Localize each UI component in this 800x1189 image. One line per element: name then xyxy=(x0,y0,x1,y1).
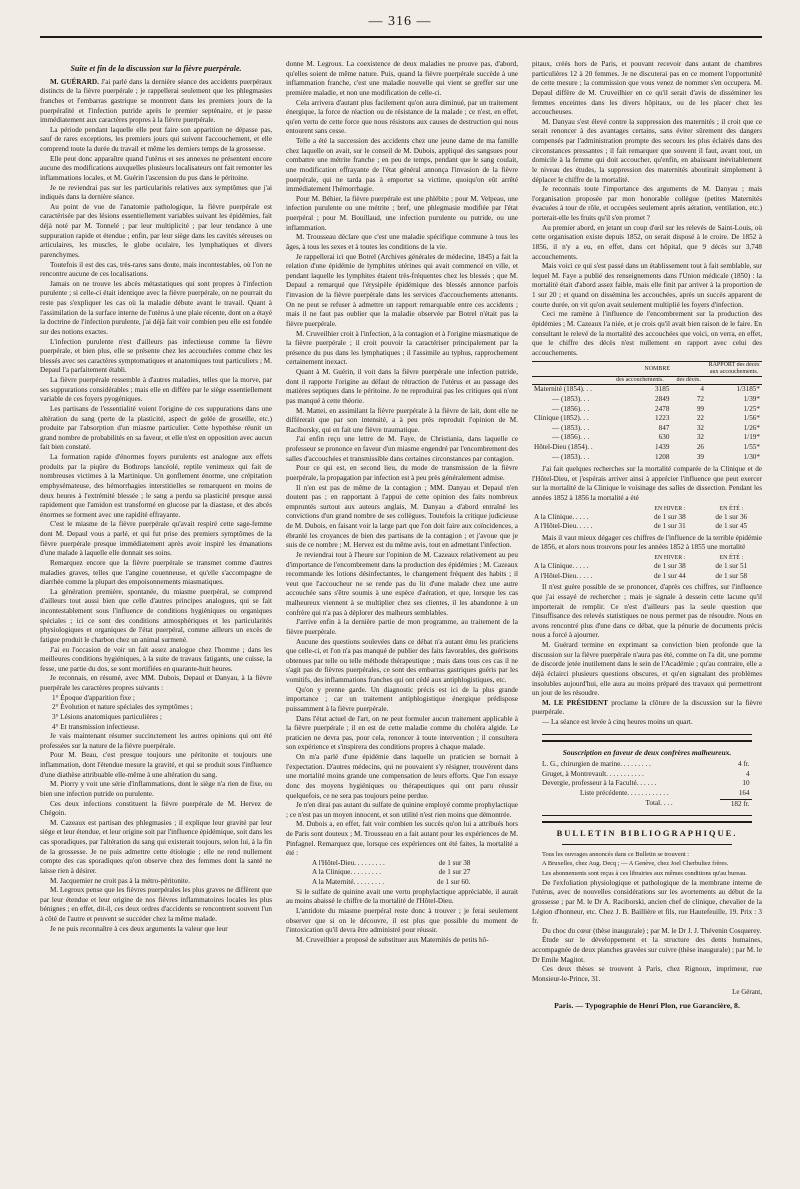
table-cell: 4 xyxy=(746,769,750,778)
paragraph: La génération première, spontanée, du miasme puerpéral, se comprend d'ailleurs tout aussi bien que celle d'autres principes analogues, qui se fait incontestablement sous l'influence de conditions hygiéniques ou organiques spéciales ; ici ce sont des conditions atmosphériques et les particularités physiologiques et organiques de l'état puerpéral, comme ailleurs un excès de fatigue produit le charbon chez un animal surmené. xyxy=(40,587,272,644)
paragraph: La fièvre puerpérale ressemble à d'autres maladies, telles que la morve, par ses suppurations considérables ; mais elle en diffère par le siège essentiellement variable de ces foyers pyogéniques. xyxy=(40,376,272,404)
paragraph: Pour M. Béhier, la fièvre puerpérale est une phlébite ; pour M. Velpeau, une infection purulente ou une métrite ; bref, une phlegmasie modifiée par l'état puerpéral ; pour M. Bouillaud, une infection purulente ou putride, ou une inflammation. xyxy=(286,194,518,232)
page-number: — 316 — xyxy=(368,14,432,29)
paragraph: Je vais maintenant résumer succinctement les autres opinions qui ont été professées sur la nature de la fièvre puerpérale. xyxy=(40,732,272,750)
paragraph: Tous les ouvrages annoncés dans ce Bulletin se trouvent : xyxy=(542,850,690,858)
paragraph: M. Piorry y voit une série d'inflammations, dont le siège n'a rien de fixe, ou bien une infection putride ou purulente. xyxy=(40,780,272,798)
season-table-1 xyxy=(532,506,762,532)
paragraph: Jamais on ne trouve les abcès métastatiques qui sont propres à l'infection purulente ; si celle-ci était identique avec la fièvre puerpérale, on ne pourrait du reste pas s'expliquer les cas où la maladie débute avant le travail. Quant à l'assimilation de la surface interne de l'utérus à une plaie récente, dont on a étayé la doctrine de l'infection purulente, j'ai déjà fait voir combien peu elle est fondée sur des notions exactes. xyxy=(40,279,272,336)
column-3 xyxy=(532,60,762,1170)
paragraph: Pour M. Beau, c'est presque toujours une péritonite et toujours une inflammation, dont l'étendue mesure la gravité, et qui se produit sous l'influence d'une diathèse attribuable elle-même à une altération du sang. xyxy=(40,751,272,779)
column-1 xyxy=(40,60,272,1170)
table-cell: 4 fr. xyxy=(738,760,750,769)
table-cell: 1208 xyxy=(655,452,670,461)
table-header: EN HIVER : xyxy=(654,505,686,512)
paragraph: M. Trousseau déclare que c'est une maladie spécifique commune à tous les âges, à tous les sexes et à toutes les conditions de la vie. xyxy=(286,233,518,251)
table-header: EN ÉTÉ : xyxy=(719,505,744,512)
table-cell: 1223 xyxy=(655,414,670,423)
paragraph: J'ai enfin reçu une lettre de M. Faye, de Christiania, dans laquelle ce professeur se prononce en faveur d'un miasme engendré par l'encombrement des salles d'accouchées et transmissible dans certaines circonstances par contagion. xyxy=(286,435,518,463)
paragraph: Je reconnais, en résumé, avec MM. Dubois, Depaul et Danyau, à la fièvre puerpérale les caractères propres suivants : xyxy=(40,674,272,692)
table-row xyxy=(532,424,762,434)
table-cell: 1439 xyxy=(655,442,670,451)
printer-footer: Paris. — Typographie de Henri Plon, rue Garancière, 8. xyxy=(554,1001,740,1011)
table-cell: 1/19* xyxy=(743,433,760,442)
paragraph: J'ai eu l'occasion de voir un fait assez analogue chez l'homme ; dans les meilleures conditions hygiéniques, à la suite de travaux fatigants, une cuisse, la fesse, une partie du dos, se sont mortifiées en quarante-huit heures. xyxy=(40,645,272,673)
table-row xyxy=(532,443,762,453)
table-cell: Gruget, à Montrevault. . . . . . . . . . . xyxy=(542,769,644,778)
paragraph: M. Danyau s'est élevé contre la suppression des maternités ; il croit que ce serait renoncer à des avantages certains, sans éviter sûrement des dangers compensés par l'administration prompte des secours les plus éclairés dans des circonstances pressantes ; il fait remarquer que souvent il faut, avant tout, un domicile à la femme qui doit accoucher, qu'enfin, en abaissant inévitablement le niveau des études, la suppression des maternités aboutirait simplement à déplacer le chiffre de la mortalité. xyxy=(532,117,762,184)
table-row xyxy=(310,878,472,888)
speaker-name: M. GUÉRARD. xyxy=(50,77,99,86)
list-item: 1° Époque d'apparition fixe ; xyxy=(52,693,135,702)
table-cell: A l'Hôtel-Dieu. . . . . xyxy=(534,522,593,531)
paragraph: L'infection purulente n'est d'ailleurs pas infectieuse comme la fièvre puerpérale, et bien plus, elle se présente chez les accouchées comme chez les blessés avec ses caractères symptomatiques et anatomiques tout particuliers ; M. Depaul l'a parfaitement établi. xyxy=(40,337,272,375)
paragraph-text: proclame la clôture de la discussion sur la fièvre puerpérale. xyxy=(532,698,762,717)
paragraph xyxy=(40,78,272,126)
bibliography-entry: Du choc du cœur (thèse inaugurale) ; par M. le Dr J. J. Thévenin Cosquerey. xyxy=(542,926,762,935)
table-row xyxy=(532,513,762,523)
table-row xyxy=(540,770,752,780)
paragraph: M. Mattei, en assimilant la fièvre puerpérale à la fièvre de lait, dont elle ne différerait que par son intensité, a à peu près reproduit l'opinion de M. Raciborsky, qui en fait une fièvre traumatique. xyxy=(286,406,518,434)
table-row xyxy=(540,760,752,770)
table-cell: de 1 sur 60. xyxy=(436,878,471,887)
paragraph: M. Cazeaux est partisan des phlegmasies ; il explique leur gravité par leur siège et leur étendue, et leur origine soit par l'influence épidémique, soit dans les cas sporadiques, par l'altération du sang qui existerait toujours, selon lui, à la fin de la grossesse. Je ne puis admettre cette étiologie ; elle ne rend nullement compte des cas sporadiques qu'on observe chez des femmes dont la santé ne laisse rien à désirer. xyxy=(40,818,272,875)
paragraph: Il n'est guère possible de se prononcer, d'après ces chiffres, sur l'influence que j'ai essayé de rechercher ; mais je signale à dessein cette lacune qu'il importerait de remplir. Ce n'est d'ailleurs pas la seule question que l'insuffisance des relevés statistiques ne nous permet pas de résoudre. Nous en avons rencontré plus d'une dans ce débat, que la pénurie de documents précis nous a forcé à ajourner. xyxy=(532,583,762,640)
table-cell: 26 xyxy=(696,442,704,451)
paragraph: Dans l'état actuel de l'art, on ne peut formuler aucun traitement applicable à la fièvre puerpérale ; il en est de cette maladie comme du choléra algide. Le praticien ne devra pas, pour cela, renoncer à toute intervention ; il consultera son expérience et s'inspirera des conditions propres à chaque malade. xyxy=(286,714,518,752)
table-header: EN HIVER : xyxy=(654,555,686,562)
characteristics-list xyxy=(40,694,272,733)
table-row xyxy=(540,779,752,789)
list-item: 4° Et transmission infectieuse. xyxy=(52,722,140,731)
table-row xyxy=(310,868,472,878)
bibliography-entry: Étude sur le développement et la structure des dents humaines, accompagnée de deux planches gravées sur cuivre (thèse inaugurale) ; par M. le Dr Emile Magitot. xyxy=(532,936,762,964)
table-cell: 164 xyxy=(720,789,751,799)
table-cell: A la Clinique. . . . . xyxy=(534,512,589,521)
table-cell: 1/55* xyxy=(743,442,760,451)
paragraph: M. Cruveilhier croit à l'infection, à la contagion et à l'origine miasmatique de la fièvre puerpérale ; il croit pouvoir la caractériser principalement par la présence du pus dans les lymphatiques ; il l'assimile au typhus, rapprochement certainement inexact. xyxy=(286,329,518,367)
table-cell: 1/26* xyxy=(743,423,760,432)
table-header: EN ÉTÉ : xyxy=(719,555,744,562)
table-cell: A la Clinique. . . . . . . . . xyxy=(312,868,381,877)
births-deaths-table xyxy=(532,361,762,462)
table-cell: Maternité (1854). . . xyxy=(534,385,592,394)
ornamental-divider xyxy=(542,815,752,823)
table-cell: de 1 sur 45 xyxy=(715,522,748,531)
table-cell: Liste précédente. . . . . . . . . . . . xyxy=(580,789,669,798)
paragraph xyxy=(532,699,762,718)
table-row xyxy=(532,453,762,463)
table-cell: 32 xyxy=(696,433,704,442)
table-cell: 630 xyxy=(658,433,670,442)
table-cell: Total. . . . xyxy=(645,799,673,808)
table-row xyxy=(532,405,762,415)
paragraph: Les partisans de l'essentialité voient l'origine de ces suppurations dans une altération du sang (perte de la plasticité, aspect de gelée de groseille, etc.) produite par l'absorption d'un miasme particulier. Cette hypothèse réunit un grand nombre de probabilités en sa faveur, et elle n'est en opposition avec aucun fait bien constaté. xyxy=(40,404,272,452)
signature: Le Gérant, xyxy=(732,987,762,996)
bibliography-entry: De l'exfoliation physiologique et pathologique de la membrane interne de l'utérus, avec de nouvelles considérations sur les avortements au début de la grossesse ; par M. le Dr A. Raciborski, ancien chef de clinique, chevalier de la Légion d'honneur, etc. Chez J. B. Baillière et fils, rue Hautefeuille, 19. Prix : 3 fr. xyxy=(532,878,762,926)
table-cell: de 1 sur 27 xyxy=(438,868,471,877)
paragraph: Aucune des questions soulevées dans ce débat n'a autant ému les praticiens que celle-ci, et l'on n'a pas manqué de publier des faits favorables, des guérisons obtenues par telle ou telle méthode thérapeutique ; mais dans tous ces cas il ne s'agit pas de fièvres puerpérales, ce sont des embarras gastriques guéris par les vomitifs, des inflammations franches qui ont cédé aux antiphlogistiques, etc. xyxy=(286,637,518,684)
table-cell: de 1 sur 36 xyxy=(715,512,748,521)
table-row xyxy=(532,433,762,443)
table-cell: 99 xyxy=(696,404,704,413)
table-row xyxy=(532,562,762,572)
mortality-table xyxy=(310,859,472,888)
paragraph: J'ai fait quelques recherches sur la mortalité comparée de la Clinique et de l'Hôtel-Dieu, et j'espérais arriver ainsi à apprécier l'influence que peut exercer sur la mortalité de la Clinique le voisinage des salles de dissection. Pendant les années 1852 à 1856 la mortalité a été xyxy=(532,465,762,502)
table-cell: — (1853). . . xyxy=(552,394,590,403)
list-item: 3° Lésions anatomiques particulières ; xyxy=(52,712,162,721)
table-cell: A l'Hôtel-Dieu. . . . . . . . . xyxy=(312,858,385,867)
table-cell: 2849 xyxy=(655,394,670,403)
paragraph: L'antidote du miasme puerpéral reste donc à trouver ; je ferai seulement observer que si on le découvre, il est plus que possible du moment de l'intoxication qu'il devra être administré pour réussir. xyxy=(286,906,518,935)
table-row xyxy=(310,859,472,869)
paragraph: M. Legroux pense que les fièvres puerpérales les plus graves ne diffèrent que par leur étendue et leur origine de nos fièvres inflammatoires locales les plus bénignes ; en effet, dit-il, ces deux ordres d'accidents se rencontrent souvent l'un à côté de l'autre et peuvent se succéder chez la même malade. xyxy=(40,886,272,923)
paragraph: Je ne reviendrai pas sur les particularités relatives aux symptômes que j'ai indiqués dans la dernière séance. xyxy=(40,183,272,202)
table-row xyxy=(532,572,762,582)
table-header: des accouchements. xyxy=(608,377,671,385)
paragraph: M. Guérard termine en exprimant sa conviction bien profonde que la discussion sur la fièvre puerpérale n'aura pas été, comme on l'a dit, une pomme de discorde jetée inutilement dans le sein de l'Académie ; qu'au contraire, elle a déjà éclairci plusieurs questions obscures, et qu'en signalant des problèmes insolubles aujourd'hui, elle aura au moins préparé des travaux qui permettront un jour de les résoudre. xyxy=(532,641,762,698)
header-rule xyxy=(40,36,762,38)
table-cell: Hôtel-Dieu (1854). . xyxy=(534,442,593,451)
table-cell: 1/56* xyxy=(743,414,760,423)
table-header-row xyxy=(532,506,762,513)
table-header xyxy=(706,377,762,385)
table-cell: de 1 sur 38 xyxy=(654,512,686,521)
table-cell: A l'Hôtel-Dieu. . . . . xyxy=(534,571,593,580)
table-cell: 72 xyxy=(696,394,704,403)
paragraph: M. Dubois a, en effet, fait voir combien les succès qu'on lui a attribués hors de Paris sont douteux ; M. Trousseau en a fait autant pour les expériences de M. Pinfagnel. Remarquez que, lorsque ces expériences ont été faites, la mortalité a été : xyxy=(286,820,518,858)
table-header xyxy=(532,506,639,513)
table-cell: 4 xyxy=(700,385,704,394)
table-row xyxy=(532,522,762,532)
table-row xyxy=(532,395,762,405)
paragraph: Je n'en dirai pas autant du sulfate de quinine employé comme prophylactique ; ce n'est pas un moyen innocent, et son utilité n'est rien moins que démontrée. xyxy=(286,801,518,819)
paragraph: Elle peut donc apparaître quand l'utérus et ses annexes ne présentent encore aucune des modifications auxquelles plusieurs localisateurs ont fait remonter les inflammations locales, et M. Guérin l'ascension du pus dans le péritoine. xyxy=(40,154,272,182)
bulletin-title: BULLETIN BIBLIOGRAPHIQUE. xyxy=(556,828,738,839)
table-cell: Devergie, professeur à la Faculté. . . . . . xyxy=(542,779,657,788)
table-cell: de 1 sur 51 xyxy=(715,562,748,571)
table-cell: A la Maternité. . . . . . . . . xyxy=(312,878,385,887)
table-header: des décès. xyxy=(671,377,706,385)
paragraph: Cela arrivera d'autant plus facilement qu'on aura diminué, par un traitement énergique, la force de réaction ou de résistance de la malade ; ce n'est, en effet, qu'en vertu de cette force que nous résistons aux causes de destruction qui nous entourent sans cesse. xyxy=(286,98,518,136)
table-cell: de 1 sur 44 xyxy=(654,571,686,580)
paragraph: Qu'on y prenne garde. Un diagnostic précis est ici de la plus grande importance ; car un traitement antiphlogistique énergique prédispose puissamment à la fièvre puerpérale. xyxy=(286,685,518,713)
paragraph: Au point de vue de l'anatomie pathologique, la fièvre puerpérale est caractérisée par des lésions essentiellement variables suivant les épidémies, fait déjà noté par M. Tonnelé ; par leur multiplicité ; par leur tendance à une suppuration rapide et étendue ; enfin, par leur siège dans les cavités séreuses ou articulaires, les muscles, le globe oculaire, les lymphatiques et divers parenchymes. xyxy=(40,202,272,259)
table-cell: 39 xyxy=(696,452,704,461)
paragraph: Telle a été la succession des accidents chez une jeune dame de ma famille chez laquelle on avait, sur le conseil de M. Dubois, appliqué des sangsues pour combattre une métrite franche ; en peu de temps, pendant que le sang coulait, une modification effrayante de l'état général annonça l'invasion de la fièvre puerpérale, qui ne tarda pas à emporter sa victime, quoiqu'on eût arrêté immédiatement l'hémorrhagie. xyxy=(286,137,518,194)
table-cell: — (1856). . . xyxy=(552,404,590,413)
table-cell: 2478 xyxy=(655,404,670,413)
subscription-title: Souscription en faveur de deux confrères malheureux. xyxy=(562,747,732,757)
paragraph: J'arrive enfin à la dernière partie de mon programme, au traitement de la fièvre puerpérale. xyxy=(286,618,518,636)
table-cell: — (1853). . . xyxy=(552,423,590,432)
paragraph: Ceci me ramène à l'influence de l'encombrement sur la production des épidémies ; M. Cazeaux l'a niée, et je crois qu'il avait bien raison de le faire. En consultant le relevé de la mortalité des accouchées que voici, on verra, en effet, que le chiffre des décès n'est nullement en rapport avec celui des accouchements. xyxy=(532,310,762,357)
table-cell: de 1 sur 38 xyxy=(438,858,471,867)
paragraph: Remarquez encore que la fièvre puerpérale se transmet comme d'autres maladies graves, telles que l'angine couenneuse, et qu'elle s'accompagne de diarrhée comme la plupart des empoisonnements miasmatiques. xyxy=(40,558,272,587)
paragraph: On m'a parlé d'une épidémie dans laquelle un praticien se bornait à l'expectation. D'autres médecins, qui ne pouvaient s'y résigner, trouvèrent dans une mortalité moins grande une compensation de leurs efforts. Que l'on essaye donc des moyens hygiéniques ou thérapeutiques qui ont paru réussir quelquefois, ce ne sera pas toujours peine perdue. xyxy=(286,753,518,800)
table-cell: 1/3185* xyxy=(736,385,760,394)
table-cell: L. G., chirurgien de marine. . . . . . . . . xyxy=(542,760,651,769)
paragraph: M. Jacquemier ne croit pas à la métro-péritonite. xyxy=(50,876,190,885)
table-row xyxy=(532,414,762,424)
list-item: 2° Évolution et nature spéciales des symptômes ; xyxy=(52,703,193,712)
table-cell: 22 xyxy=(696,414,704,423)
table-header-row xyxy=(532,377,762,385)
paragraph: Pour ce qui est, en second lieu, du mode de transmission de la fièvre puerpérale, la propagation par infection est à peu près généralement admise. xyxy=(286,464,518,482)
table-cell: — (1856). . . xyxy=(552,433,590,442)
column-2 xyxy=(286,60,518,1170)
paragraph: Je ne puis reconnaître à ces deux arguments la valeur que leur xyxy=(50,924,228,933)
table-header-row xyxy=(532,362,762,377)
paragraph: M. Cruveilhier a proposé de substituer aux Maternités de petits hô- xyxy=(296,935,489,944)
table-cell: de 1 sur 31 xyxy=(654,522,686,531)
ornamental-divider xyxy=(542,734,752,742)
paragraph: — La séance est levée à cinq heures moins un quart. xyxy=(542,718,693,726)
paragraph: La formation rapide d'énormes foyers purulents est analogue aux effets produits par la piqûre du Bothrops lancéolé, reptile venimeux qui fait de nombreuses victimes à la Martinique. Un gonflement énorme, une crépitation emphysémateuse, des hémorrhagies interstitielles se remarquent en moins de deux heures à l'extrémité blessée ; le sang a perdu sa plasticité presque aussi rapidement que l'amidon est transformé en glucose par la diastase, et des abcès énormes se forment avec une rapidité effrayante. xyxy=(40,453,272,519)
paragraph: Quant à M. Guérin, il voit dans la fièvre puerpérale une infection putride, dont il rapporte l'origine au défaut de rétraction de l'utérus et au passage des matières septiques dans le péritoine. Je ne reproduirai pas les critiques qui n'ont pas manqué à cette théorie. xyxy=(286,368,518,405)
section-title: Suite et fin de la discussion sur la fièvre puerpérale. xyxy=(70,64,242,73)
table-row xyxy=(540,799,752,809)
paragraph: Les abonnements sont reçus à ces librairies aux mêmes conditions qu'au bureau. xyxy=(542,870,747,878)
paragraph: pitaux, créés hors de Paris, et pouvant recevoir dans autant de chambres particulières 12 à 20 femmes. Je ne discuterai pas en ce moment l'opportunité de cette mesure ; la commission que vous venez de nommer s'en occupera. M. Depaul diffère de M. Cruveilhier en ce qu'il serait d'avis de disséminer les femmes enceintes dans les divers hôpitaux, ou de les placer chez les accoucheuses. xyxy=(532,60,762,117)
paragraph: A Bruxelles, chez Aug. Decq ; — A Genève, chez Joel Cherbuliez frères. xyxy=(542,860,729,868)
table-header xyxy=(532,377,608,385)
paragraph: Je reconnais toute l'importance des arguments de M. Danyau ; mais l'organisation proposée par mon honorable collègue (petites Maternités évacuées à tour de rôle, et occupées seulement après aération, ventilation, etc.) porterait-elle les fruits qu'il s'en promet ? xyxy=(532,185,762,222)
table-header-row xyxy=(532,555,762,562)
paragraph: Toutefois il est des cas, très-rares sans doute, mais incontestables, où l'on ne rencontre aucune de ces localisations. xyxy=(40,260,272,279)
table-header: RAPPORT des décès aux accouchements. xyxy=(706,362,762,377)
table-cell: — (1853). . . xyxy=(552,452,590,461)
season-table-2 xyxy=(532,555,762,581)
table-row xyxy=(540,789,752,799)
table-cell: 1/30* xyxy=(743,452,760,461)
paragraph: Je reviendrai tout à l'heure sur l'opinion de M. Cazeaux relativement au peu d'importance de l'encombrement dans la production des épidémies ; M. Cazeaux recommande les lotions désinfectantes, le changement fréquent des habits ; il veut que l'accoucheur ne se rende pas du lit d'une malade chez une autre accouchée sans s'être soumis à une espèce d'aération, et que, lorsque les cas malheureux viennent à se multiplier chez ses clientes, il les abandonne à un confrère qui n'a pas à déplorer des malheurs semblables. xyxy=(286,550,518,617)
table-header xyxy=(532,362,608,377)
divider xyxy=(562,844,732,845)
paragraph: C'est le miasme de la fièvre puerpérale qu'avait respiré cette sage-femme dont M. Depaul vous a parlé, et qui fut prise des premiers symptômes de la fièvre puerpérale presque immédiatement après avoir inspiré les émanations d'une malade à laquelle elle donnait ses soins. xyxy=(40,520,272,558)
table-cell: de 1 sur 58 xyxy=(715,571,748,580)
table-cell: de 1 sur 38 xyxy=(654,562,686,571)
speaker-name: M. LE PRÉSIDENT xyxy=(542,698,608,707)
paragraph: Ces deux infections constituent la fièvre puerpérale de M. Hervez de Chégoin. xyxy=(40,799,272,818)
table-header xyxy=(532,555,639,562)
paragraph-text: J'ai parlé dans la dernière séance des accidents puerpéraux distincts de la fièvre puerpérale ; je rappellerai seulement que les phlegmasies franches et l'embarras gastrique se montrent dans les premiers jours de la puerpéralité et l'infection putride après le premier septénaire, et je passe immédiatement aux caractères propres à la fièvre puerpérale. xyxy=(40,77,272,125)
paragraph: Je rappellerai ici que Botrel (Archives générales de médecine, 1845) a fait la relation d'une épidémie de lymphites utérines qui avait commencé en ville, et pendant laquelle les lymphites étaient très-fréquentes chez les blessés ; que M. Depaul a remarqué que l'érysipèle épidémique des blessés annonce parfois l'invasion de la fièvre puerpérale dans les services d'accouchements attenants. On ne peut se refuser à admettre un rapport remarquable entre ces accidents ; mais il ne faut pas oublier que la maladie observée par Botrel n'était pas la fièvre puerpérale. xyxy=(286,252,518,328)
subscription-table xyxy=(540,760,752,809)
paragraph: Si le sulfate de quinine avait une vertu prophylactique appréciable, il aurait au moins abaissé le chiffre de la mortalité de l'Hôtel-Dieu. xyxy=(286,887,518,906)
paragraph: Mais il vaut mieux dégager ces chiffres de l'influence de la terrible épidémie de 1856, et alors nous trouvons pour les années 1852 à 1855 une mortalité xyxy=(532,533,762,552)
paragraph: Mais voici ce qui s'est passé dans un établissement tout à fait semblable, sur lequel M. Faye a publié des renseignements dans l'Union médicale (1850) : la mortalité était d'abord assez faible, mais elle finit par arriver à la proportion de 1 sur 20 ; et quand on dissémina les accouchées, après un succès apparent de courte durée, on vit qu'on avait seulement multiplié les foyers d'infection. xyxy=(532,262,762,309)
paragraph: donne M. Legroux. La coexistence de deux maladies ne prouve pas, d'abord, qu'elles soient de même nature. Puis, quand la fièvre puerpérale succède à une inflammation franche, c'est une maladie nouvelle qui vient se greffer sur une première maladie, et non une modification de celle-ci. xyxy=(286,60,518,97)
table-cell: A la Clinique. . . . . xyxy=(534,562,589,571)
paragraph: La période pendant laquelle elle peut faire son apparition ne dépasse pas, sauf de rares exceptions, les premiers jours qui suivent l'accouchement, et elle comprend toute la durée du travail et même les derniers temps de la grossesse. xyxy=(40,125,272,153)
table-header: NOMBRE xyxy=(608,362,706,377)
bibliography-entry: Ces deux thèses se trouvent à Paris, chez Rignoux, imprimeur, rue Monsieur-le-Prince, 31. xyxy=(532,965,762,983)
table-cell: 3185 xyxy=(655,385,670,394)
table-cell: Clinique (1852). . . xyxy=(534,414,589,423)
table-cell: 847 xyxy=(658,423,670,432)
table-row xyxy=(532,385,762,395)
paragraph: Il n'en est pas de même de la contagion ; MM. Danyau et Depaul n'en doutent pas ; en rapportant à l'appui de cette opinion des faits nombreux empruntés surtout aux auteurs anglais, M. Danyau a d'abord entraîné les convictions d'un grand nombre de ses collègues. Toutefois la critique judicieuse de M. Dubois, en faisant voir la large part que l'on doit faire aux coïncidences, a ébranlé les croyances de bien des partisans de la contagion ; et j'avoue que je suis de ce nombre ; M. Hervez est du même avis, tout en admettant l'infection. xyxy=(286,483,518,550)
table-cell: 10 xyxy=(742,779,750,788)
paragraph: Au premier abord, en jetant un coup d'œil sur les relevés de Saint-Louis, où cette organisation existe depuis 1852, on serait disposé à le croire. De 1852 à 1856, il n'y a eu, en effet, dans cet hôpital, que 9 décès sur 3,748 accouchements. xyxy=(532,223,762,261)
table-cell: 182 fr. xyxy=(730,799,750,808)
table-cell: 1/39* xyxy=(743,394,760,403)
table-cell: 1/25* xyxy=(743,404,760,413)
table-cell: 32 xyxy=(696,423,704,432)
